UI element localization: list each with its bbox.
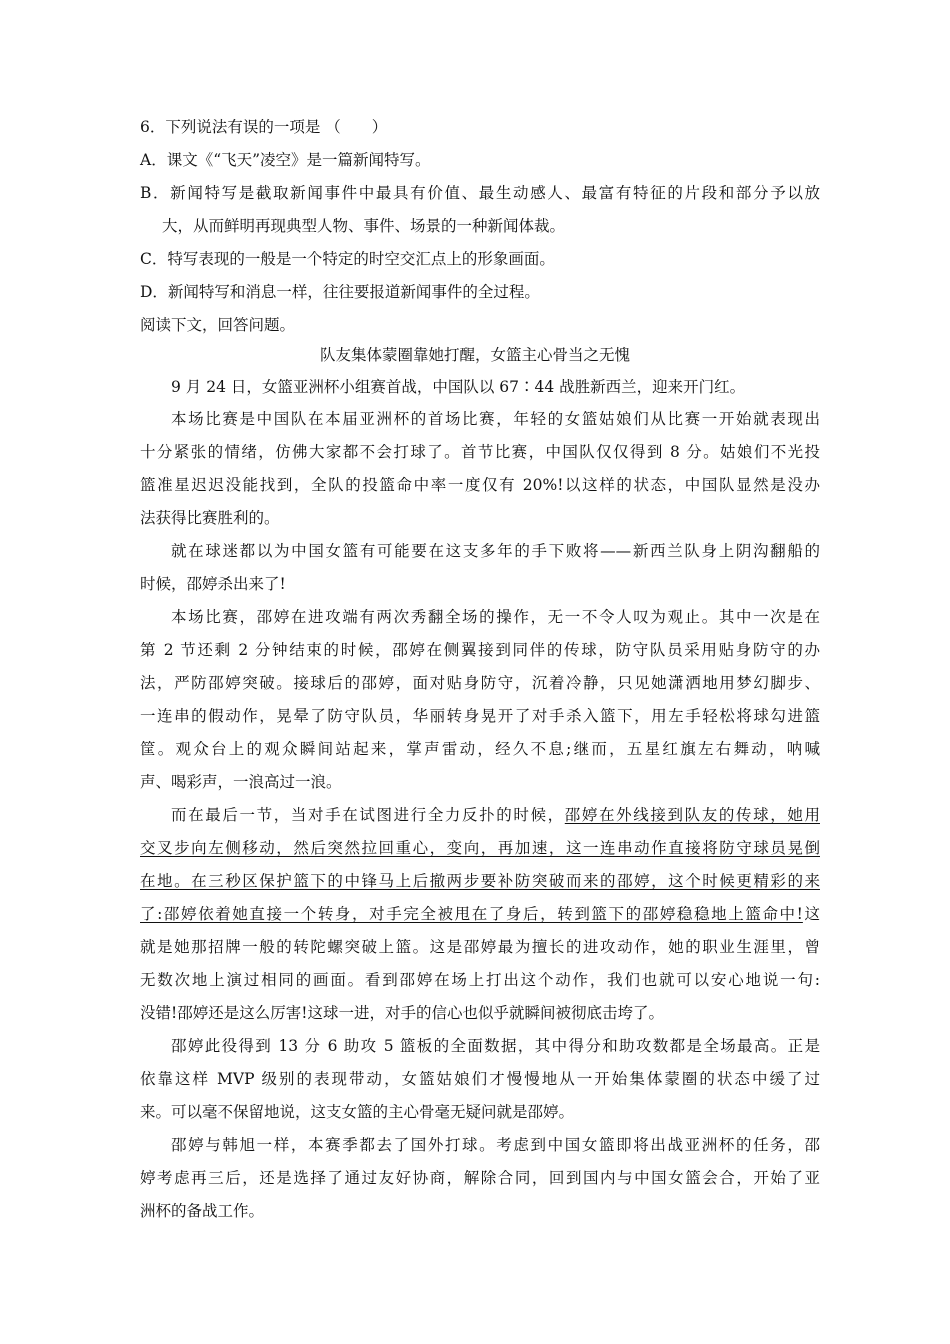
option-c: C．特写表现的一般是一个特定的时空交汇点上的形象画面。 <box>140 250 555 268</box>
paragraph-7-line-2: 婷考虑再三后，还是选择了通过友好协商，解除合同，回到国内与中国女篮会合，开始了亚 <box>140 1169 820 1187</box>
paragraph-5-line-6: 无数次地上演过相同的画面。看到邵婷在场上打出这个动作，我们也就可以安心地说一句: <box>140 971 820 989</box>
paragraph-6-line-2: 依靠这样 MVP 级别的表现带动，女篮姑娘们才慢慢地从一开始集体蒙圈的状态中缓了过 <box>140 1070 820 1088</box>
paragraph-4-line-5: 筐。观众台上的观众瞬间站起来，掌声雷动，经久不息;继而，五星红旗左右舞动，呐喊 <box>140 740 820 758</box>
paragraph-5-line-1-underlined: 邵婷在外线接到队友的传球，她用 <box>564 806 820 824</box>
option-b-line-1: B．新闻特写是截取新闻事件中最具有价值、最生动感人、最富有特征的片段和部分予以放 <box>140 184 820 202</box>
question-stem: 6．下列说法有误的一项是 （ ） <box>140 118 388 136</box>
paragraph-3-line-2: 时候，邵婷杀出来了! <box>140 575 286 593</box>
paragraph-6-line-3: 来。可以毫不保留地说，这支女篮的主心骨毫无疑问就是邵婷。 <box>140 1103 575 1121</box>
paragraph-2-line-1: 本场比赛是中国队在本届亚洲杯的首场比赛，年轻的女篮姑娘们从比赛一开始就表现出 <box>171 410 820 428</box>
article-title: 队友集体蒙圈靠她打醒，女篮主心骨当之无愧 <box>319 346 630 364</box>
paragraph-5-line-4-plain: 这 <box>802 905 820 923</box>
paragraph-5-line-3 <box>140 871 820 891</box>
paragraph-4-line-6: 声、喝彩声，一浪高过一浪。 <box>140 773 342 791</box>
paragraph-4-line-4: 一连串的假动作，晃晕了防守队员，华丽转身晃开了对手杀入篮下，用左手轻松将球勾进篮 <box>140 707 820 725</box>
paragraph-2-line-2: 十分紧张的情绪，仿佛大家都不会打球了。首节比赛，中国队仅仅得到 8 分。姑娘们不光投 <box>140 443 820 461</box>
paragraph-6-line-1: 邵婷此役得到 13 分 6 助攻 5 篮板的全面数据，其中得分和助攻数都是全场最高。正是 <box>171 1037 820 1055</box>
paragraph-5-line-1-plain: 而在最后一节，当对手在试图进行全力反扑的时候， <box>171 806 565 824</box>
paragraph-7-line-1: 邵婷与韩旭一样，本赛季都去了国外打球。考虑到中国女篮即将出战亚洲杯的任务，邵 <box>171 1136 820 1154</box>
option-b-line-2: 大，从而鲜明再现典型人物、事件、场景的一种新闻体裁。 <box>162 217 566 235</box>
paragraph-2-line-4: 法获得比赛胜利的。 <box>140 509 280 527</box>
paragraph-5-line-3-underlined: 在地。在三秒区保护篮下的中锋马上后撤两步要补防突破而来的邵婷，这个时候更精彩的来 <box>140 872 820 890</box>
paragraph-5-line-2-underlined: 交叉步向左侧移动，然后突然拉回重心，变向，再加速，这一连串动作直接将防守球员晃倒 <box>140 839 820 857</box>
paragraph-5-line-5: 就是她那招牌一般的转陀螺突破上篮。这是邵婷最为擅长的进攻动作，她的职业生涯里，曾 <box>140 938 820 956</box>
paragraph-5-line-2 <box>140 838 820 858</box>
option-a: A．课文《“飞天”凌空》是一篇新闻特写。 <box>140 151 431 169</box>
paragraph-4-line-1: 本场比赛，邵婷在进攻端有两次秀翻全场的操作，无一不令人叹为观止。其中一次是在 <box>171 608 820 626</box>
reading-instruction: 阅读下文，回答问题。 <box>140 316 296 334</box>
paragraph-2-line-3: 篮准星迟迟没能找到，全队的投篮命中率一度仅有 20%!以这样的状态，中国队显然是没办 <box>140 476 820 494</box>
paragraph-4-line-2: 第 2 节还剩 2 分钟结束的时候，邵婷在侧翼接到同伴的传球，防守队员采用贴身防守的办 <box>140 641 820 659</box>
paragraph-5-line-4-underlined: 了:邵婷依着她直接一个转身，对手完全被甩在了身后，转到篮下的邵婷稳稳地上篮命中! <box>140 905 803 923</box>
paragraph-5-line-1 <box>171 805 820 825</box>
paragraph-4-line-3: 法，严防邵婷突破。接球后的邵婷，面对贴身防守，沉着冷静，只见她潇洒地用梦幻脚步、 <box>140 674 820 692</box>
paragraph-7-line-3: 洲杯的备战工作。 <box>140 1202 265 1220</box>
paragraph-1-line-1: 9 月 24 日，女篮亚洲杯小组赛首战，中国队以 67∶44 战胜新西兰，迎来开门红。 <box>171 378 746 396</box>
paragraph-5-line-7: 没错!邵婷还是这么厉害!这球一进，对手的信心也似乎就瞬间被彻底击垮了。 <box>140 1004 664 1022</box>
paragraph-3-line-1: 就在球迷都以为中国女篮有可能要在这支多年的手下败将——新西兰队身上阴沟翻船的 <box>171 542 820 560</box>
option-d: D．新闻特写和消息一样，往往要报道新闻事件的全过程。 <box>140 283 540 301</box>
paragraph-5-line-4 <box>140 904 820 924</box>
